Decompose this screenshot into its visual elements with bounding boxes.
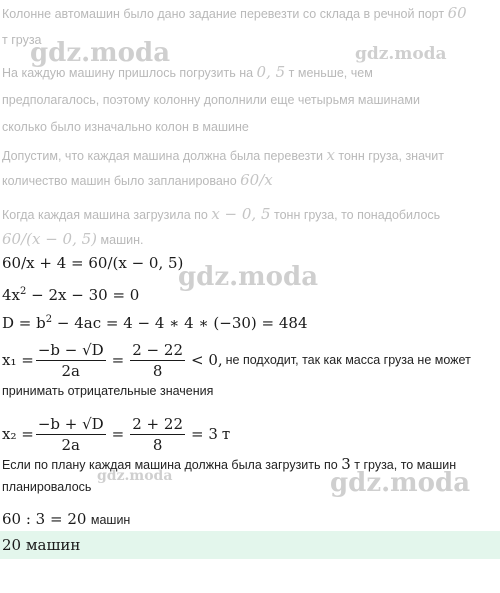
fraction-numerator: 2 − 22 <box>132 340 183 359</box>
loaded-expr: x − 0, 5 <box>211 205 271 223</box>
assume-var: x <box>326 146 335 164</box>
root-1-lhs: x₁ = <box>2 351 34 369</box>
fraction-numerator: −b − √D <box>37 340 104 359</box>
equation-1 <box>2 254 183 272</box>
answer-box <box>0 531 500 559</box>
fraction-numerator: −b + √D <box>37 414 104 433</box>
fraction-denominator: 8 <box>152 435 163 454</box>
equation-term: − 4ac = 4 − 4 ∗ 4 ∗ (−30) = 484 <box>52 314 308 332</box>
fraction-denominator: 2a <box>61 361 80 380</box>
equation-term: − 2x − 30 = 0 <box>26 286 140 304</box>
assume-expr: 60/x <box>240 171 273 189</box>
equation-text: 60/x + 4 = 60/(x − 0, 5) <box>2 254 184 272</box>
watermark: gdz.moda <box>330 468 471 498</box>
calculation-unit: машин <box>90 513 131 527</box>
root-2-line <box>2 412 230 456</box>
root-1-comment-line-2 <box>2 384 213 398</box>
conclusion-value: 3 <box>341 455 351 473</box>
conclusion-line-2 <box>2 480 91 494</box>
problem-value: 0, 5 <box>256 63 286 81</box>
problem-text: На каждую машину пришлось погрузить на <box>2 66 254 80</box>
answer-unit: машин <box>25 536 81 554</box>
calculation-line <box>2 510 130 529</box>
problem-text: сколько было изначально колон в машине <box>2 120 249 134</box>
root-2-fraction-value <box>130 415 185 454</box>
equation-2 <box>2 286 139 304</box>
root-1-comment: не подходит, так как масса груза не может <box>225 353 471 367</box>
equation-3 <box>2 314 308 332</box>
equation-term: 4x <box>2 286 21 304</box>
fraction-denominator: 2a <box>61 435 80 454</box>
conclusion-text: планировалось <box>2 480 92 494</box>
loaded-line-2 <box>2 230 143 248</box>
root-2-lhs: x₂ = <box>2 425 34 443</box>
problem-line-5 <box>2 120 249 134</box>
root-1-fraction <box>36 341 106 380</box>
problem-text: Колонне автомашин было дано задание перевезти со склада в речной порт <box>2 7 445 21</box>
calculation-expression: 60 : 3 = 20 <box>2 510 87 528</box>
loaded-text: Когда каждая машина загрузила по <box>2 208 208 222</box>
conclusion-text: Если по плану каждая машина должна была загрузить по <box>2 458 338 472</box>
loaded-text: машин. <box>100 233 144 247</box>
root-1-fraction-value <box>130 341 185 380</box>
watermark: gdz.moda <box>30 38 171 68</box>
fraction-denominator: 8 <box>152 361 163 380</box>
root-1-line <box>2 338 471 382</box>
loaded-text: тонн груза, то понадобилось <box>274 208 441 222</box>
problem-line-4 <box>2 93 420 107</box>
watermark: gdz.moda <box>178 262 319 292</box>
assume-line-1 <box>2 146 444 164</box>
equals-sign: = <box>111 351 125 369</box>
answer-value: 20 <box>2 536 22 554</box>
watermark: gdz.moda <box>355 44 447 64</box>
equation-exponent: 2 <box>20 286 27 297</box>
conclusion-text: т груза, то машин <box>354 458 457 472</box>
assume-text: количество машин было запланировано <box>2 174 237 188</box>
equation-term: D = b <box>2 314 46 332</box>
fraction-numerator: 2 + 22 <box>132 414 183 433</box>
watermark: gdz.moda <box>97 468 173 484</box>
problem-text: т груза <box>2 33 42 47</box>
loaded-expr: 60/(x − 0, 5) <box>2 230 98 248</box>
problem-value: 60 <box>447 4 467 22</box>
problem-line-1 <box>2 4 467 22</box>
assume-text: Допустим, что каждая машина должна была перевезти <box>2 149 323 163</box>
root-2-fraction <box>36 415 106 454</box>
assume-line-2 <box>2 171 273 189</box>
root-1-comment: принимать отрицательные значения <box>2 384 214 398</box>
equals-sign: = <box>111 425 125 443</box>
equation-exponent: 2 <box>45 314 53 325</box>
problem-text: предполагалось, поэтому колонну дополнили еще четырьмя машинами <box>2 93 420 107</box>
loaded-line-1 <box>2 205 440 223</box>
root-2-unit: т <box>221 425 231 443</box>
problem-text: т меньше, чем <box>288 66 373 80</box>
root-1-relation: < 0, <box>191 351 223 369</box>
root-2-result: = 3 <box>191 425 218 443</box>
assume-text: тонн груза, значит <box>338 149 444 163</box>
